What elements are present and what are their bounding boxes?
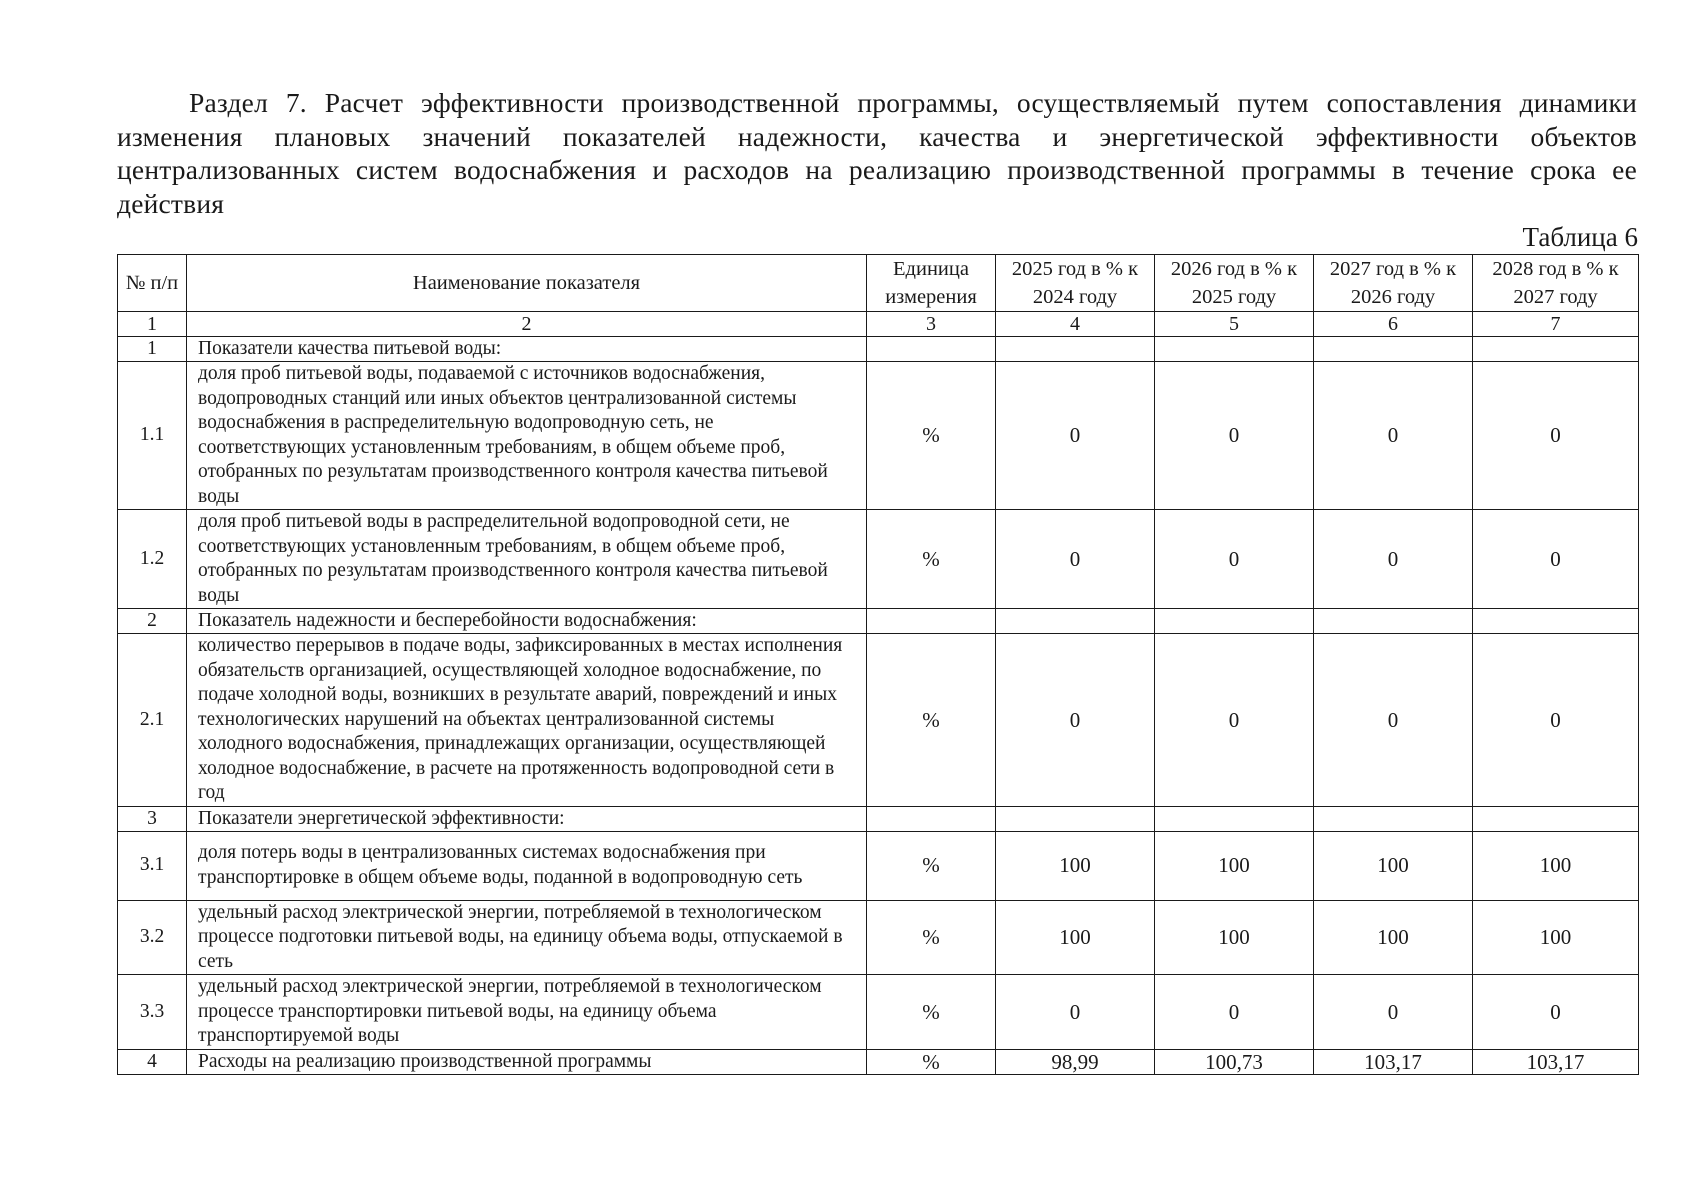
value-2027: 0 — [1314, 510, 1473, 609]
row-number: 3.1 — [118, 831, 187, 900]
indicator-name: Расходы на реализацию производственной программы — [187, 1049, 867, 1074]
table-row — [118, 362, 1639, 510]
unit-cell — [867, 609, 996, 634]
unit-cell: % — [867, 362, 996, 510]
unit-cell: % — [867, 634, 996, 807]
table-caption: Таблица 6 — [1522, 222, 1638, 252]
table-row — [118, 900, 1639, 975]
unit-cell — [867, 337, 996, 362]
indicator-name: количество перерывов в подаче воды, зафиксированных в местах исполнения обязательств организацией, осуществляющей холодное водоснабжение, по подаче холодной воды, возникших в результате аварий, повреждений и иных технологических нарушений на объектах централизованной системы холодного водоснабжения, принадлежащих организации, осуществляющей холодное водоснабжение, в расчете на протяженность водопроводной сети в год — [187, 634, 867, 807]
value-2025: 100 — [996, 900, 1155, 975]
header-2028: 2028 год в % к 2027 году — [1473, 255, 1639, 312]
table-row — [118, 609, 1639, 634]
indicator-name: доля проб питьевой воды, подаваемой с источников водоснабжения, водопроводных станций или иных объектов централизованной системы водоснабжения в распределительную водопроводную сеть, не соответствующих установленным требованиям, в общем объеме проб, отобранных по результатам производственного контроля качества питьевой воды — [187, 362, 867, 510]
row-number: 4 — [118, 1049, 187, 1074]
table-row — [118, 634, 1639, 807]
value-2028: 0 — [1473, 975, 1639, 1050]
header-unit: Единица измерения — [867, 255, 996, 312]
value-2026: 0 — [1155, 510, 1314, 609]
unit-cell: % — [867, 831, 996, 900]
unit-cell: % — [867, 1049, 996, 1074]
value-2027: 0 — [1314, 634, 1473, 807]
value-2025 — [996, 337, 1155, 362]
column-number-row — [118, 312, 1639, 337]
value-2027: 0 — [1314, 975, 1473, 1050]
value-2025: 0 — [996, 634, 1155, 807]
column-number: 2 — [187, 312, 867, 337]
row-number: 2 — [118, 609, 187, 634]
indicator-name: удельный расход электрической энергии, потребляемой в технологическом процессе транспортировки питьевой воды, на единицу объема транспортируемой воды — [187, 975, 867, 1050]
value-2027 — [1314, 337, 1473, 362]
value-2028: 0 — [1473, 510, 1639, 609]
value-2026: 0 — [1155, 975, 1314, 1050]
unit-cell — [867, 806, 996, 831]
indicator-name: Показатели качества питьевой воды: — [187, 337, 867, 362]
indicator-name: доля потерь воды в централизованных системах водоснабжения при транспортировке в общем объеме воды, поданной в водопроводную сеть — [187, 831, 867, 900]
value-2027: 103,17 — [1314, 1049, 1473, 1074]
indicator-name: Показатель надежности и бесперебойности водоснабжения: — [187, 609, 867, 634]
header-name: Наименование показателя — [187, 255, 867, 312]
value-2026: 100 — [1155, 900, 1314, 975]
unit-cell: % — [867, 975, 996, 1050]
table-row — [118, 337, 1639, 362]
row-number: 1 — [118, 337, 187, 362]
value-2025 — [996, 609, 1155, 634]
table-row — [118, 831, 1639, 900]
table-header-row — [118, 255, 1639, 312]
column-number: 1 — [118, 312, 187, 337]
value-2025: 0 — [996, 510, 1155, 609]
row-number: 2.1 — [118, 634, 187, 807]
value-2026: 0 — [1155, 634, 1314, 807]
indicators-table — [117, 254, 1639, 1075]
value-2026 — [1155, 806, 1314, 831]
table-row — [118, 806, 1639, 831]
unit-cell: % — [867, 510, 996, 609]
column-number: 5 — [1155, 312, 1314, 337]
column-number: 6 — [1314, 312, 1473, 337]
value-2028: 100 — [1473, 900, 1639, 975]
header-2027: 2027 год в % к 2026 году — [1314, 255, 1473, 312]
value-2026 — [1155, 609, 1314, 634]
value-2028 — [1473, 337, 1639, 362]
unit-cell: % — [867, 900, 996, 975]
section-heading: Раздел 7. Расчет эффективности производственной программы, осуществляемый путем сопоставления динамики изменения плановых значений показателей надежности, качества и энергетической эффективности объектов централизованных систем водоснабжения и расходов на реализацию производственной программы в течение срока ее действия — [117, 87, 1637, 219]
row-number: 1.2 — [118, 510, 187, 609]
header-2025: 2025 год в % к 2024 году — [996, 255, 1155, 312]
value-2028 — [1473, 609, 1639, 634]
value-2028: 0 — [1473, 362, 1639, 510]
indicator-name: удельный расход электрической энергии, потребляемой в технологическом процессе подготовки питьевой воды, на единицу объема воды, отпускаемой в сеть — [187, 900, 867, 975]
value-2025: 100 — [996, 831, 1155, 900]
value-2025: 0 — [996, 975, 1155, 1050]
value-2026: 100 — [1155, 831, 1314, 900]
column-number: 3 — [867, 312, 996, 337]
row-number: 3.2 — [118, 900, 187, 975]
value-2028: 103,17 — [1473, 1049, 1639, 1074]
value-2025 — [996, 806, 1155, 831]
value-2028: 0 — [1473, 634, 1639, 807]
row-number: 3.3 — [118, 975, 187, 1050]
row-number: 1.1 — [118, 362, 187, 510]
row-number: 3 — [118, 806, 187, 831]
value-2027: 100 — [1314, 900, 1473, 975]
table-row — [118, 510, 1639, 609]
value-2025: 98,99 — [996, 1049, 1155, 1074]
value-2028 — [1473, 806, 1639, 831]
value-2026: 0 — [1155, 362, 1314, 510]
value-2027 — [1314, 609, 1473, 634]
value-2025: 0 — [996, 362, 1155, 510]
table-row — [118, 1049, 1639, 1074]
value-2027: 0 — [1314, 362, 1473, 510]
indicator-name: Показатели энергетической эффективности: — [187, 806, 867, 831]
value-2027: 100 — [1314, 831, 1473, 900]
column-number: 7 — [1473, 312, 1639, 337]
table-row — [118, 975, 1639, 1050]
indicator-name: доля проб питьевой воды в распределительной водопроводной сети, не соответствующих установленным требованиям, в общем объеме проб, отобранных по результатам производственного контроля качества питьевой воды — [187, 510, 867, 609]
column-number: 4 — [996, 312, 1155, 337]
header-2026: 2026 год в % к 2025 году — [1155, 255, 1314, 312]
header-num: № п/п — [118, 255, 187, 312]
value-2026 — [1155, 337, 1314, 362]
value-2028: 100 — [1473, 831, 1639, 900]
value-2026: 100,73 — [1155, 1049, 1314, 1074]
value-2027 — [1314, 806, 1473, 831]
